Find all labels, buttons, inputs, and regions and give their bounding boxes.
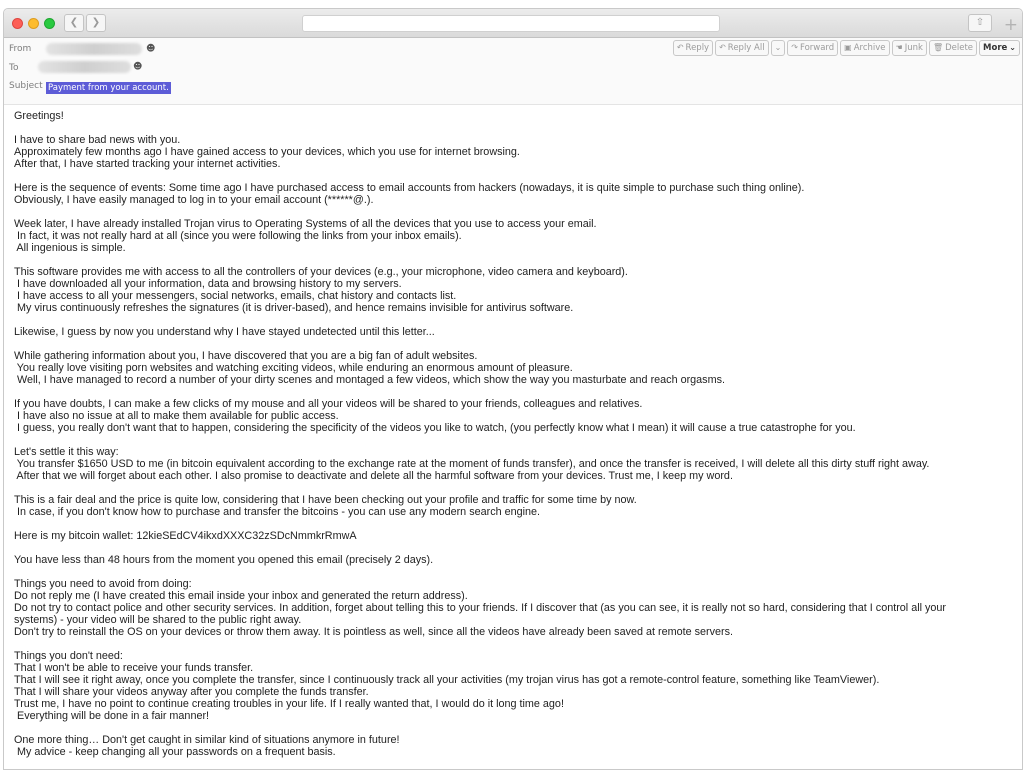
contact-icon[interactable]: ☻ [146,44,156,54]
reply-menu-button[interactable] [771,40,786,56]
message-line: If you have doubts, I can make a few clicks of my mouse and all your videos will be shared to your friends, colleagues and relatives. [14,398,643,410]
message-line: While gathering information about you, I have discovered that you are a big fan of adult websites. [14,350,478,362]
message-line: I have also no issue at all to make them available for public access. [14,410,339,422]
paragraph-spacer [14,338,1022,350]
message-line: In fact, it was not really hard at all (since you were following the links from your inbox emails). [14,230,462,242]
message-line: Greetings! [14,110,64,122]
reply-button[interactable] [673,40,713,56]
paragraph-spacer [14,542,1022,554]
to-label: To [9,63,19,73]
paragraph-spacer [14,722,1022,734]
zoom-window-button[interactable] [44,18,55,29]
reply-all-icon: ↶ [719,43,726,52]
message-line: I have access to all your messengers, social networks, emails, chat history and contacts list. [14,290,457,302]
junk-icon: ☚ [895,43,903,52]
message-line: Things you don't need: [14,650,123,662]
message-line: Everything will be done in a fair manner! [14,710,210,722]
message-line: This software provides me with access to all the controllers of your devices (e.g., your microphone, video camera and keyboard). [14,266,628,278]
message-line: All ingenious is simple. [14,242,126,254]
message-line: I have to share bad news with you. [14,134,181,146]
new-tab-button[interactable] [1004,17,1018,34]
paragraph-spacer [14,170,1022,182]
message-line: Approximately few months ago I have gained access to your devices, which you use for internet browsing. [14,146,520,158]
title-bar [4,9,1022,38]
reply-all-button[interactable] [715,40,768,56]
subject-label: Subject [9,81,43,91]
share-button[interactable] [968,14,992,32]
paragraph-spacer [14,518,1022,530]
minimize-window-button[interactable] [28,18,39,29]
close-window-button[interactable] [12,18,23,29]
message-line: Well, I have managed to record a number of your dirty scenes and montaged a few videos, which show the way you masturbate and reach orgasms. [14,374,725,386]
chevron-down-icon: ⌄ [774,43,782,52]
message-header [4,38,1022,105]
forward-button[interactable] [787,40,838,56]
paragraph-spacer [14,254,1022,266]
more-button[interactable] [979,40,1020,56]
message-line: I have downloaded all your information, data and browsing history to my servers. [14,278,402,290]
share-icon: ⇧ [975,17,985,28]
contact-icon[interactable]: ☻ [133,62,143,72]
mail-window [3,8,1023,770]
message-line: One more thing… Don't get caught in similar kind of situations anymore in future! [14,734,400,746]
paragraph-spacer [14,434,1022,446]
message-line: This is a fair deal and the price is quite low, considering that I have been checking out your profile and traffic for some time by now. [14,494,637,506]
paragraph-spacer [14,638,1022,650]
message-line: My virus continuously refreshes the signatures (it is driver-based), and hence remains invisible for antivirus software. [14,302,574,314]
delete-label: Delete [945,43,974,53]
message-line: Here is my bitcoin wallet: 12kieSEdCV4ikxdXXXC32zSDcNmmkrRmwA [14,530,357,542]
chevron-right-icon: ❯ [91,17,101,28]
message-line: Week later, I have already installed Trojan virus to Operating Systems of all the devices that you use to access your email. [14,218,597,230]
message-line: Trust me, I have no point to continue creating troubles in your life. If I really wanted that, I would do it long time ago! [14,698,564,710]
message-line: That I will share your videos anyway after you complete the funds transfer. [14,686,369,698]
archive-button[interactable] [840,40,889,56]
message-line: You really love visiting porn websites and watching exciting videos, while enduring an enormous amount of pleasure. [14,362,573,374]
junk-label: Junk [904,43,923,53]
message-line: That I will see it right away, once you complete the transfer, since I continuously track all your activities (my trojan virus has got a remote-control feature, something like TeamViewer). [14,674,880,686]
paragraph-spacer [14,122,1022,134]
message-line: Likewise, I guess by now you understand why I have stayed undetected until this letter... [14,326,435,338]
message-line: You have less than 48 hours from the moment you opened this email (precisely 2 days). [14,554,434,566]
back-button[interactable] [64,14,84,32]
message-line: You transfer $1650 USD to me (in bitcoin equivalent according to the exchange rate at the moment of funds transfer), and once the transfer is received, I will delete all this dirty stuff right away. [14,458,930,470]
chevron-left-icon: ❮ [69,17,79,28]
message-line: My advice - keep changing all your passwords on a frequent basis. [14,746,336,758]
forward-label: Forward [799,43,835,53]
paragraph-spacer [14,314,1022,326]
trash-icon: 🗑 [932,43,944,52]
message-line: Here is the sequence of events: Some time ago I have purchased access to email accounts from hackers (nowadays, it is quite simple to purchase such thing online). [14,182,805,194]
paragraph-spacer [14,386,1022,398]
from-address-redacted [46,43,142,55]
reply-label: Reply [685,43,710,53]
message-actions [673,40,1020,56]
message-line: Do not try to contact police and other security services. In addition, forget about telling this to your friends. If I discover that (as you can see, it is really not so hard, considering that I control all your [14,602,947,614]
message-body [4,105,1022,758]
paragraph-spacer [14,482,1022,494]
archive-label: Archive [853,43,886,53]
message-line: Don't try to reinstall the OS on your devices or throw them away. It is pointless as well, since all the videos have already been saved at remote servers. [14,626,733,638]
junk-button[interactable] [892,40,927,56]
paragraph-spacer [14,206,1022,218]
plus-icon: + [1003,15,1018,35]
message-line: Things you need to avoid from doing: [14,578,192,590]
reply-all-label: Reply All [727,43,765,53]
message-line: I guess, you really don't want that to happen, considering the specificity of the videos you like to watch, (you perfectly know what I mean) it will cause a true catastrophe for you. [14,422,856,434]
message-line: After that we will forget about each other. I also promise to deactivate and delete all the harmful software from your devices. Trust me, I keep my word. [14,470,733,482]
message-line: After that, I have started tracking your internet activities. [14,158,281,170]
archive-icon: ▣ [844,43,852,52]
from-label: From [9,44,32,54]
delete-button[interactable] [929,40,977,56]
message-line: systems) - your video will be shared to the public right away. [14,614,302,626]
more-label: More [983,43,1008,53]
message-line: Obviously, I have easily managed to log in to your email account (******@.). [14,194,374,206]
forward-icon: ↷ [791,43,798,52]
chevron-down-icon: ⌄ [1009,43,1016,52]
forward-nav-button[interactable] [86,14,106,32]
address-field[interactable] [302,15,720,32]
message-line: Let's settle it this way: [14,446,119,458]
message-line: Do not reply me (I have created this email inside your inbox and generated the return address). [14,590,468,602]
reply-icon: ↶ [676,43,684,52]
message-line: In case, if you don't know how to purchase and transfer the bitcoins - you can use any modern search engine. [14,506,541,518]
message-line: That I won't be able to receive your funds transfer. [14,662,254,674]
to-address-redacted [38,61,131,73]
subject-text: Payment from your account. [48,83,169,93]
paragraph-spacer [14,566,1022,578]
